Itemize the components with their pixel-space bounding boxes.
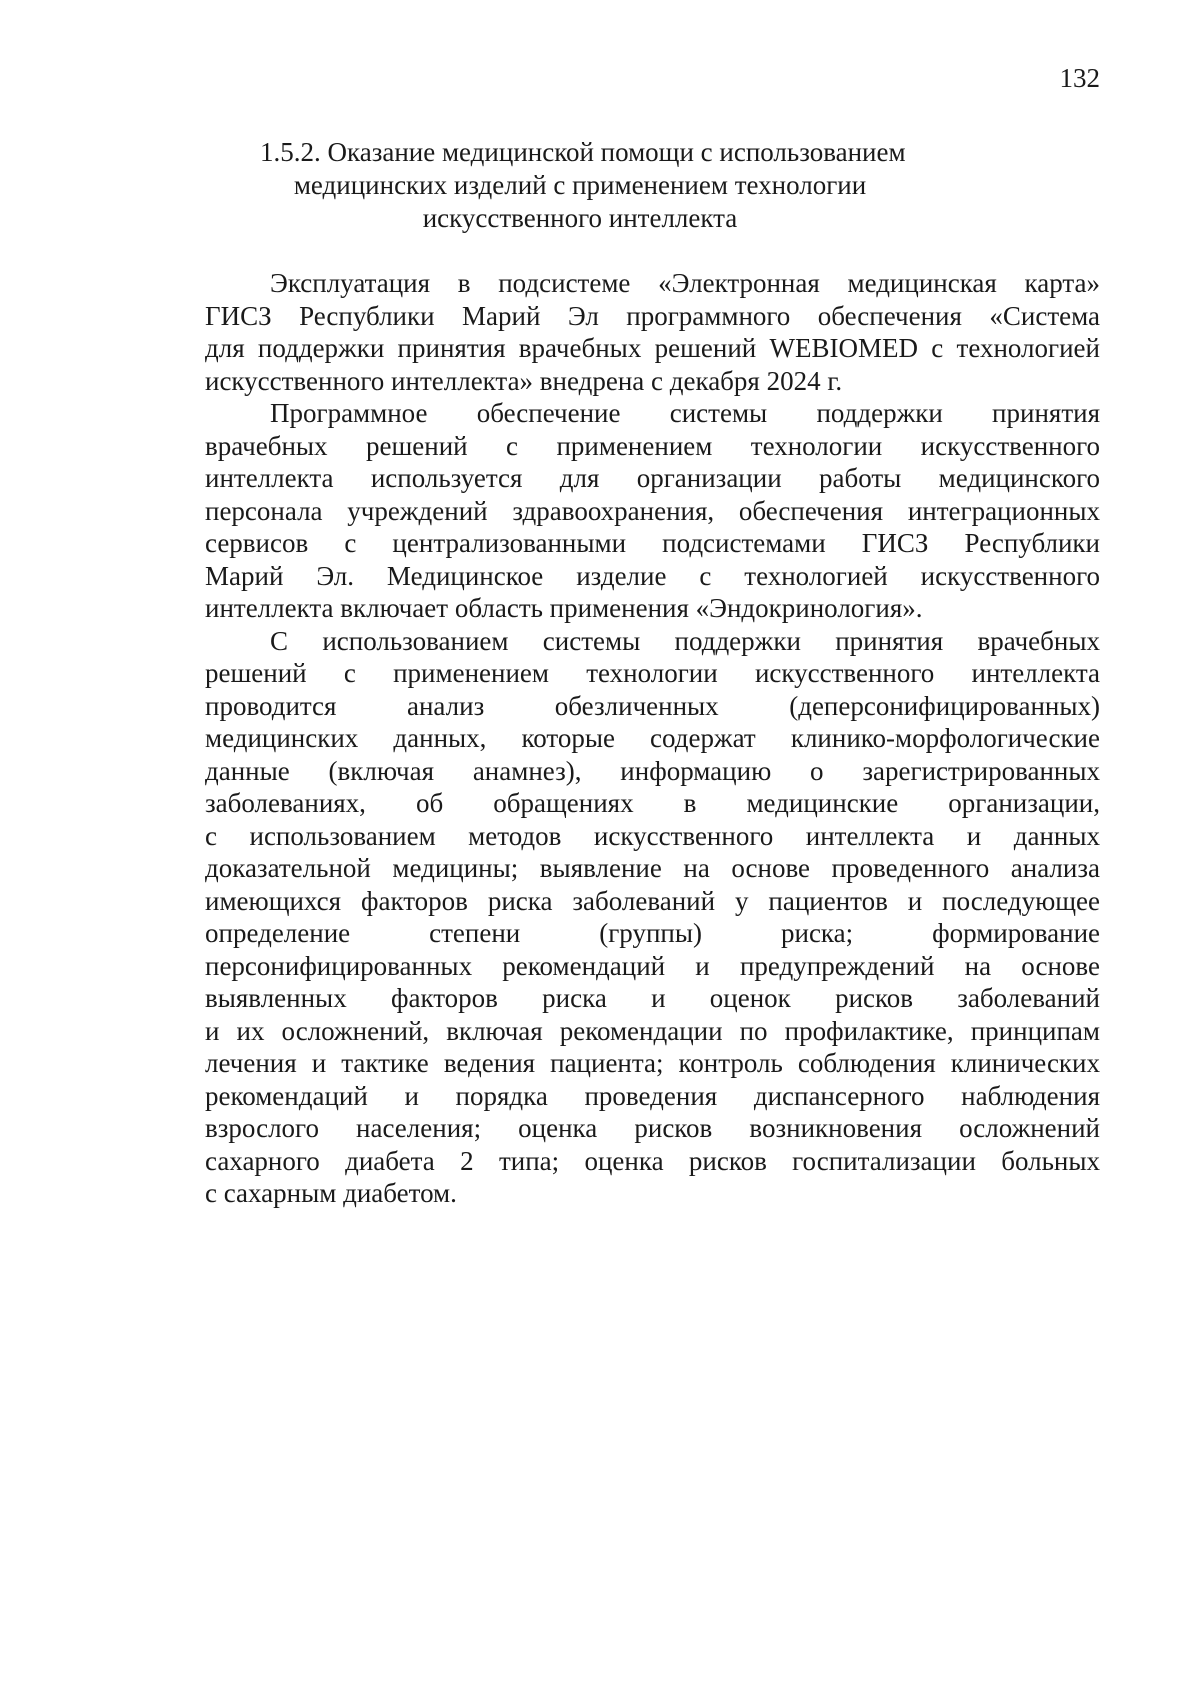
paragraph-3 <box>205 625 1100 1210</box>
text-line: Программное обеспечение системы поддержки принятия <box>270 398 1100 428</box>
heading-line: медицинских изделий с применением технологии <box>293 170 867 200</box>
text-line: выявленных факторов риска и оценок рисков заболеваний <box>205 983 1100 1013</box>
text-line: взрослого населения; оценка рисков возникновения осложнений <box>205 1113 1100 1143</box>
text-line: сервисов с централизованными подсистемами ГИСЗ Республики <box>205 528 1100 558</box>
text-line: для поддержки принятия врачебных решений WEBIOMED с технологией <box>205 333 1100 363</box>
paragraph-2 <box>205 397 1100 625</box>
text-line: имеющихся факторов риска заболеваний у пациентов и последующее <box>205 885 1100 916</box>
text-line: персонифицированных рекомендаций и предупреждений на основе <box>205 950 1100 981</box>
text-line: С использованием системы поддержки принятия врачебных <box>270 625 1100 656</box>
text-line: Эксплуатация в подсистеме «Электронная медицинская карта» <box>270 268 1100 298</box>
text-line: решений с применением технологии искусственного интеллекта <box>205 658 1100 688</box>
text-line: сахарного диабета 2 типа; оценка рисков госпитализации больных <box>205 1145 1100 1176</box>
text-line: определение степени (группы) риска; формирование <box>205 918 1100 948</box>
text-line: интеллекта включает область применения «Эндокринология». <box>205 593 923 623</box>
text-line: лечения и тактике ведения пациента; контроль соблюдения клинических <box>205 1048 1100 1078</box>
text-line: проводится анализ обезличенных (деперсонифицированных) <box>205 690 1100 721</box>
text-line: медицинских данных, которые содержат клинико-морфологические <box>205 723 1100 753</box>
text-line: Марий Эл. Медицинское изделие с технологией искусственного <box>205 560 1100 591</box>
text-line: ГИСЗ Республики Марий Эл программного обеспечения «Система <box>205 300 1100 331</box>
page-number: 132 <box>1059 63 1100 93</box>
text-line: искусственного интеллекта» внедрена с декабря 2024 г. <box>205 365 843 396</box>
text-line: рекомендаций и порядка проведения диспансерного наблюдения <box>205 1080 1100 1111</box>
text-line: с сахарным диабетом. <box>205 1178 457 1208</box>
text-line: персонала учреждений здравоохранения, обеспечения интеграционных <box>205 495 1100 526</box>
text-line: доказательной медицины; выявление на основе проведенного анализа <box>205 853 1100 883</box>
text-line: и их осложнений, включая рекомендации по профилактике, принципам <box>205 1015 1100 1046</box>
body-text <box>205 267 1100 1210</box>
text-line: данные (включая анамнез), информацию о зарегистрированных <box>205 755 1100 786</box>
text-line: с использованием методов искусственного интеллекта и данных <box>205 820 1100 851</box>
text-line: врачебных решений с применением технологии искусственного <box>205 430 1100 461</box>
paragraph-1 <box>205 267 1100 397</box>
text-line: интеллекта используется для организации работы медицинского <box>205 463 1100 493</box>
text-line: заболеваниях, об обращениях в медицинские организации, <box>205 788 1100 818</box>
heading-line: искусственного интеллекта <box>422 203 738 233</box>
heading-line: 1.5.2. Оказание медицинской помощи с использованием <box>260 137 906 167</box>
section-heading <box>260 136 906 235</box>
